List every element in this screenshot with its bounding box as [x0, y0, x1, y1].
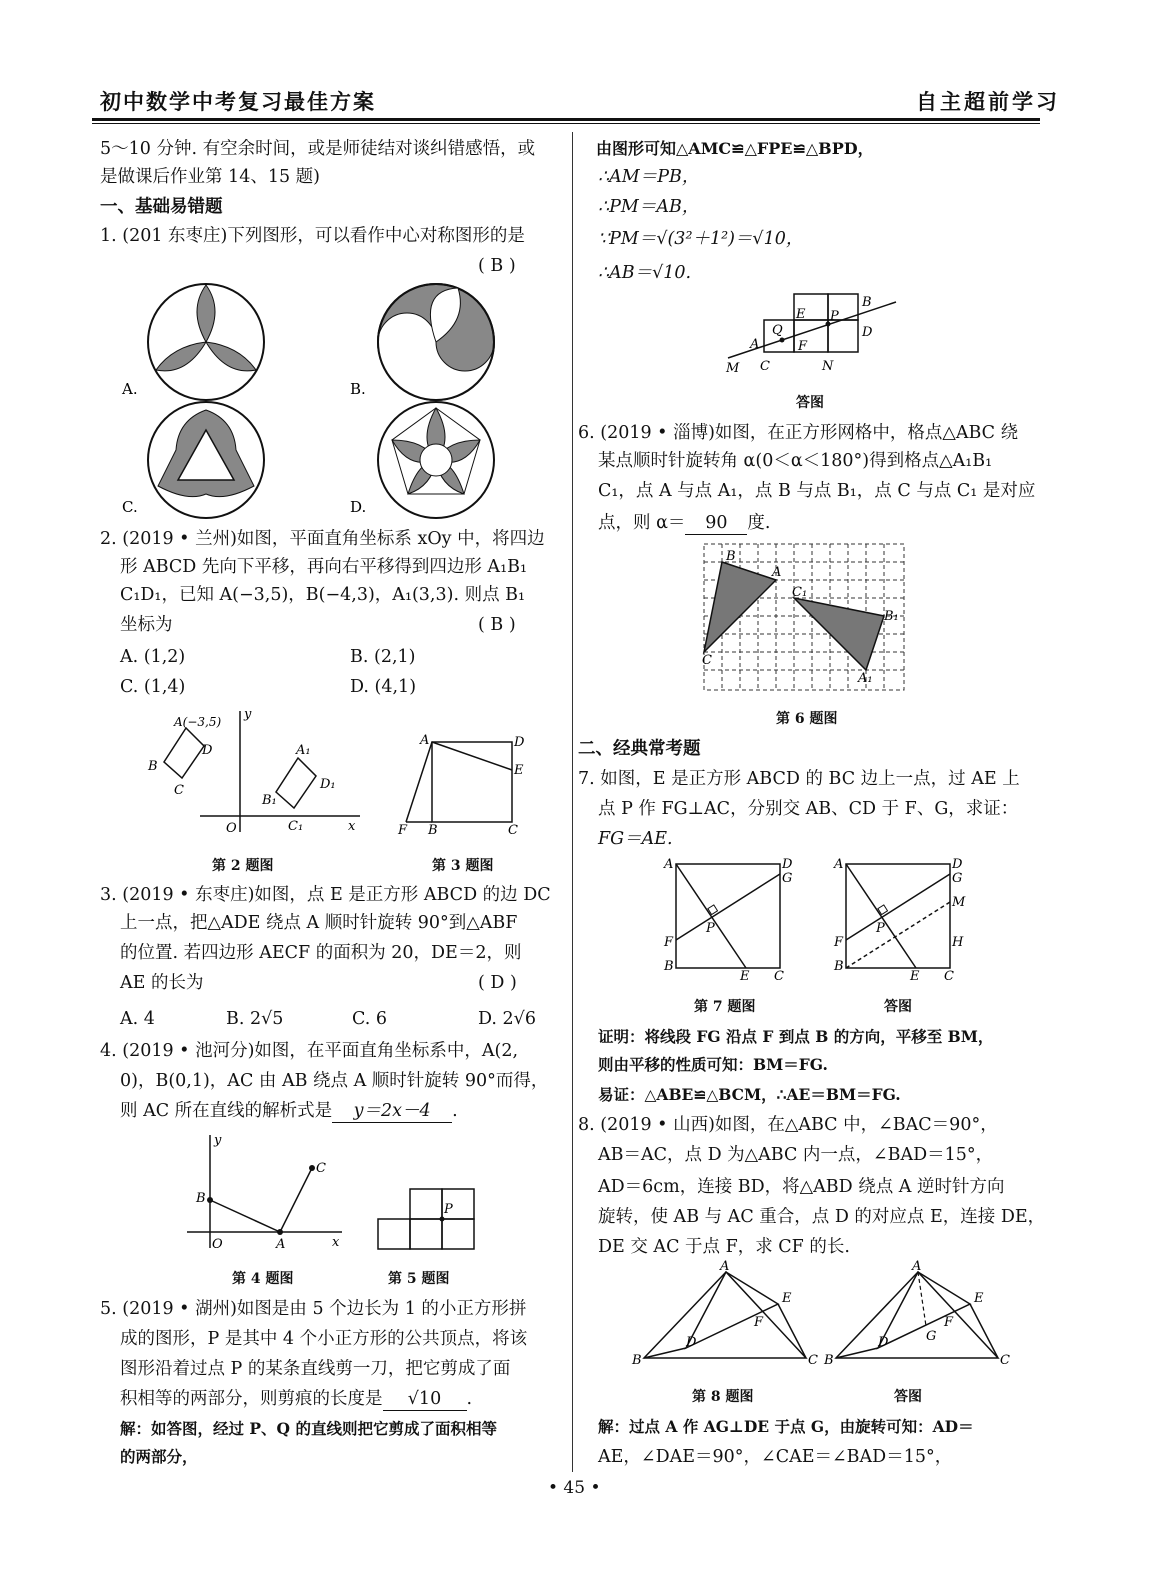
caption-fig5-answer: 答图	[796, 395, 824, 411]
section-heading-2: 二、经典常考题	[578, 739, 701, 759]
header-left: 初中数学中考复习最佳方案	[100, 89, 376, 114]
q3-opt-b: B. 2√5	[226, 1009, 284, 1029]
fig5-answer-diagram	[720, 290, 910, 376]
fig2-diagram	[140, 706, 370, 846]
fig6-grid-diagram	[700, 540, 910, 695]
fig3-E: E	[514, 763, 524, 778]
fig5a-E: E	[796, 307, 806, 322]
fig8-F: F	[754, 1315, 764, 1330]
fig7a-E: E	[910, 969, 920, 984]
fig-option-c	[148, 402, 264, 518]
fig3-diagram	[396, 732, 546, 842]
fig8-D: D	[686, 1335, 697, 1350]
q8-solution-2: AE，∠DAE＝90°，∠CAE＝∠BAD＝15°，	[598, 1447, 953, 1467]
caption-fig8: 第 8 题图	[692, 1389, 754, 1405]
fig6-A1: A₁	[858, 671, 873, 686]
fig7-answer-diagram	[830, 856, 970, 984]
fig8-diagram	[630, 1259, 820, 1374]
intro-line-2: 是做课后作业第 14、15 题)	[100, 167, 320, 187]
fig4-x: x	[332, 1235, 340, 1250]
page-number: • 45 •	[548, 1478, 601, 1498]
r-sol-line-3: ∴PM＝AB，	[598, 197, 700, 217]
fig7-B: B	[664, 959, 674, 974]
fig2-O: O	[226, 821, 237, 836]
fig5a-P: P	[830, 309, 839, 324]
intro-line-1: 5～10 分钟. 有空余时间，或是师徒结对谈纠错感悟，或	[100, 139, 536, 159]
q1-text: 1. (201 东枣庄)下列图形，可以看作中心对称图形的是	[100, 226, 525, 246]
fig8-B: B	[632, 1353, 642, 1368]
fig8a-E: E	[974, 1291, 984, 1306]
fig2-x: x	[348, 819, 356, 834]
q5-line-2: 成的图形，P 是其中 4 个小正方形的公共顶点，将该	[120, 1329, 528, 1349]
q2-line-2: 形 ABCD 先向下平移，再向右平移得到四边形 A₁B₁	[120, 557, 527, 577]
q2-line-4: 坐标为	[120, 615, 173, 635]
fig5-P: P	[444, 1202, 453, 1217]
q3-line-4: AE 的长为	[120, 973, 204, 993]
fig2-D1: D₁	[320, 777, 336, 792]
q4-line-3: 则 AC 所在直线的解析式是 y＝2x－4 .	[120, 1101, 458, 1121]
column-divider	[572, 132, 573, 1472]
fig5a-M: M	[726, 361, 740, 376]
fig7a-A: A	[834, 857, 844, 872]
fig7-C: C	[774, 969, 784, 984]
q7-solution-1: 证明：将线段 FG 沿点 F 到点 B 的方向，平移至 BM，	[598, 1027, 994, 1046]
q7-line-3: FG＝AE.	[598, 829, 673, 849]
q2-opt-a: A. (1,2)	[120, 647, 186, 667]
q8-line-2: AB＝AC，点 D 为△ABC 内一点，∠BAD＝15°，	[598, 1145, 994, 1165]
q4-answer: y＝2x－4	[332, 1100, 452, 1123]
fig2-y: y	[244, 707, 252, 722]
q3-line-3: 的位置. 若四边形 AECF 的面积为 20，DE＝2，则	[120, 943, 522, 963]
opt-a-label: A.	[122, 380, 138, 398]
fig8a-A: A	[912, 1259, 922, 1274]
fig4-B: B	[196, 1191, 206, 1206]
caption-fig3: 第 3 题图	[432, 858, 494, 874]
caption-fig8-answer: 答图	[894, 1389, 922, 1405]
fig5a-F: F	[798, 339, 808, 354]
r-sol-line-5: ∴AB＝√10.	[598, 263, 692, 283]
q4-line-1: 4. (2019 • 池河分)如图，在平面直角坐标系中，A(2,	[100, 1041, 519, 1061]
fig4-O: O	[212, 1237, 223, 1252]
fig4-A: A	[276, 1237, 286, 1252]
fig8a-D: D	[878, 1335, 889, 1350]
fig6-B1: B₁	[884, 609, 899, 624]
fig5a-C: C	[760, 359, 770, 374]
q6-line-4-text: 点，则 α＝	[598, 513, 686, 533]
q8-line-5: DE 交 AC 于点 F，求 CF 的长.	[598, 1237, 850, 1257]
fig8a-F: F	[944, 1315, 954, 1330]
q6-line-4	[598, 512, 770, 535]
q2-opt-d: D. (4,1)	[350, 677, 417, 697]
q3-opt-a: A. 4	[120, 1009, 155, 1029]
r-sol-line-4: ∵PM＝√(3²＋1²)＝√10，	[598, 229, 804, 249]
q8-solution-1-text: 解：过点 A 作 AG⊥DE 于点 G，由旋转可知：AD＝	[598, 1417, 974, 1436]
q1-answer: ( B )	[478, 256, 516, 276]
fig5a-Q: Q	[772, 323, 783, 338]
fig6-A: A	[772, 565, 782, 580]
q2-line-1: 2. (2019 • 兰州)如图，平面直角坐标系 xOy 中，将四边	[100, 529, 545, 549]
fig7a-M: M	[952, 895, 966, 910]
fig8-E: E	[782, 1291, 792, 1306]
fig7-G: G	[782, 871, 793, 886]
fig5-diagram	[370, 1185, 480, 1255]
q8-line-1: 8. (2019 • 山西)如图，在△ABC 中，∠BAC＝90°，	[578, 1115, 998, 1135]
fig6-B: B	[726, 549, 736, 564]
fig2-C1: C₁	[288, 819, 304, 834]
q5-line-1: 5. (2019 • 湖州)如图是由 5 个边长为 1 的小正方形拼	[100, 1299, 527, 1319]
header-rule-thin	[92, 123, 1040, 124]
q3-line-1: 3. (2019 • 东枣庄)如图，点 E 是正方形 ABCD 的边 DC	[100, 885, 551, 905]
fig2-B: B	[148, 759, 158, 774]
q6-line-3: C₁，点 A 与点 A₁，点 B 与点 B₁，点 C 与点 C₁ 是对应	[598, 481, 1036, 501]
q5-line-4-text: 积相等的两部分，则剪痕的长度是	[120, 1389, 383, 1409]
q7-solution-3: 易证：△ABE≌△BCM，∴AE＝BM＝FG.	[598, 1085, 901, 1104]
fig4-diagram	[182, 1130, 352, 1255]
caption-fig2: 第 2 题图	[212, 858, 274, 874]
header-rule	[92, 118, 1040, 121]
fig7-D: D	[782, 857, 793, 872]
q6-line-1: 6. (2019 • 淄博)如图，在正方形网格中，格点△ABC 绕	[578, 423, 1019, 443]
fig3-A: A	[420, 733, 430, 748]
q5-answer: √10	[383, 1388, 467, 1411]
fig3-B: B	[428, 823, 438, 838]
caption-fig7-answer: 答图	[884, 999, 912, 1015]
fig8-C: C	[808, 1353, 818, 1368]
q5-line-4: 积相等的两部分，则剪痕的长度是 √10 .	[120, 1389, 473, 1409]
q3-opt-d: D. 2√6	[478, 1009, 536, 1029]
fig8-answer-diagram	[822, 1259, 1012, 1374]
fig4-C: C	[316, 1161, 326, 1176]
fig6-C1: C₁	[792, 585, 808, 600]
q7-solution-2: 则由平移的性质可知：BM＝FG.	[598, 1055, 828, 1074]
q2-opt-c: C. (1,4)	[120, 677, 186, 697]
q3-answer: ( D )	[478, 973, 517, 993]
fig-option-a	[148, 284, 264, 400]
q4-line-3-text: 则 AC 所在直线的解析式是	[120, 1101, 333, 1121]
fig8a-B: B	[824, 1353, 834, 1368]
fig7-A: A	[664, 857, 674, 872]
q1-figures	[118, 290, 558, 520]
fig5a-D: D	[862, 325, 873, 340]
section-heading-1: 一、基础易错题	[100, 197, 223, 217]
fig-option-b	[378, 284, 494, 400]
q8-line-4: 旋转，使 AB 与 AC 重合，点 D 的对应点 E，连接 DE，	[598, 1207, 1046, 1227]
fig7-diagram	[660, 856, 800, 984]
q6-line-4-end: 度.	[747, 513, 771, 533]
fig7a-H: H	[952, 935, 964, 950]
opt-b-label: B.	[350, 380, 366, 398]
caption-fig4: 第 4 题图	[232, 1271, 294, 1287]
r-sol-line-1: 由图形可知△AMC≌△FPE≌△BPD，	[596, 139, 874, 158]
fig5a-A: A	[750, 337, 760, 352]
q6-line-2: 某点顺时针旋转角 α(0＜α＜180°)得到格点△A₁B₁	[598, 451, 993, 471]
caption-fig5: 第 5 题图	[388, 1271, 450, 1287]
fig7a-B: B	[834, 959, 844, 974]
fig-option-d	[378, 402, 494, 518]
fig4-y: y	[214, 1133, 222, 1148]
fig7a-F: F	[834, 935, 844, 950]
fig3-D: D	[514, 735, 525, 750]
q8-solution-1	[598, 1416, 974, 1438]
fig7-F: F	[664, 935, 674, 950]
q4-line-2: 0)，B(0,1)，AC 由 AB 绕点 A 顺时针旋转 90°而得，	[120, 1071, 549, 1091]
fig7-E: E	[740, 969, 750, 984]
q7-line-1: 7. 如图，E 是正方形 ABCD 的 BC 边上一点，过 AE 上	[578, 769, 1020, 789]
q3-line-2: 上一点，把△ADE 绕点 A 顺时针旋转 90°到△ABF	[120, 913, 518, 933]
fig7a-P: P	[876, 921, 885, 936]
q2-answer: ( B )	[478, 615, 516, 635]
fig2-C: C	[174, 783, 184, 798]
q2-opt-b: B. (2,1)	[350, 647, 416, 667]
fig8-A: A	[720, 1259, 730, 1274]
fig6-C: C	[702, 653, 712, 668]
opt-c-label: C.	[122, 498, 138, 516]
caption-fig7: 第 7 题图	[694, 999, 756, 1015]
fig7a-D: D	[952, 857, 963, 872]
fig7a-C: C	[944, 969, 954, 984]
q3-opt-c: C. 6	[352, 1009, 388, 1029]
fig2-D: D	[202, 743, 213, 758]
r-sol-line-2: ∴AM＝PB，	[598, 167, 700, 187]
q5-solution-2: 的两部分，	[120, 1447, 198, 1466]
fig2-A: A(−3,5)	[174, 715, 222, 729]
q5-solution-1: 解：如答图，经过 P、Q 的直线则把它剪成了面积相等	[120, 1419, 497, 1438]
fig5a-N: N	[822, 359, 834, 374]
fig7-P: P	[706, 921, 715, 936]
fig5a-B: B	[862, 295, 872, 310]
fig8a-G: G	[926, 1329, 937, 1344]
fig2-B1: B₁	[262, 793, 277, 808]
header-right: 自主超前学习	[916, 89, 1060, 114]
q7-line-2: 点 P 作 FG⊥AC，分别交 AB、CD 于 F、G，求证：	[598, 799, 1019, 819]
fig2-A1: A₁	[296, 743, 311, 758]
q5-line-3: 图形沿着过点 P 的某条直线剪一刀，把它剪成了面	[120, 1359, 511, 1379]
q2-line-3: C₁D₁，已知 A(−3,5)，B(−4,3)，A₁(3,3). 则点 B₁	[120, 585, 526, 605]
caption-fig6: 第 6 题图	[776, 711, 838, 727]
fig3-F: F	[398, 823, 408, 838]
q6-answer: 90	[685, 512, 747, 535]
fig7a-G: G	[952, 871, 963, 886]
fig3-C: C	[508, 823, 518, 838]
fig8a-C: C	[1000, 1353, 1010, 1368]
opt-d-label: D.	[350, 498, 367, 516]
q8-line-3: AD＝6cm，连接 BD，将△ABD 绕点 A 逆时针方向	[598, 1177, 1005, 1197]
